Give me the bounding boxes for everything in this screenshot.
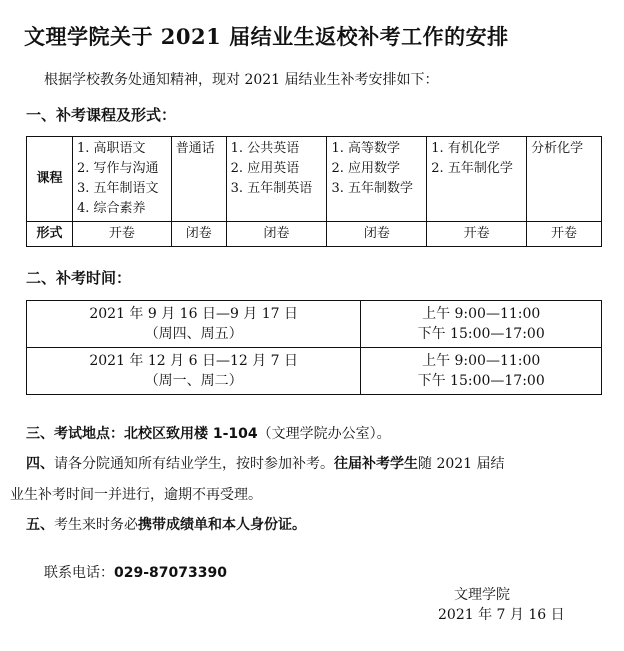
course-cell	[527, 137, 602, 222]
course-item: 2. 五年制化学	[431, 161, 513, 176]
weekday: （周一、周二）	[144, 373, 243, 389]
weekday: （周四、周五）	[144, 326, 243, 342]
notice-paragraph	[26, 449, 505, 479]
course-item: 3. 五年制数学	[331, 181, 414, 196]
course-item: 2. 应用数学	[331, 161, 401, 176]
intro-paragraph: 根据学校教务处通知精神，现对 2021 届结业生补考安排如下：	[44, 72, 439, 88]
course-item: 1. 高职语文	[76, 141, 146, 156]
exam-form-cell: 闭卷	[171, 222, 226, 247]
contact-label: 联系电话：	[44, 565, 114, 581]
signature-date: 2021 年 7 月 16 日	[438, 607, 565, 623]
document-title: 文理学院关于 2021 届结业生返校补考工作的安排	[24, 24, 509, 49]
afternoon-time: 下午 15:00—17:00	[417, 373, 545, 389]
exam-form-cell: 闭卷	[226, 222, 327, 247]
exam-form-cell: 闭卷	[327, 222, 427, 247]
date-cell	[27, 348, 361, 395]
courses-table	[26, 136, 602, 247]
id-reminder-paragraph	[26, 510, 306, 540]
reminder-bold: 携带成绩单和本人身份证。	[138, 517, 306, 533]
signature-org: 文理学院	[454, 587, 510, 603]
exam-form-cell: 开卷	[527, 222, 602, 247]
exam-location-note: （文理学院办公室）。	[257, 426, 391, 442]
contact-phone: 029-87073390	[114, 565, 227, 581]
reminder-text: 考生来时务必	[54, 517, 138, 533]
afternoon-time: 下午 15:00—17:00	[417, 326, 545, 342]
course-item: 4. 综合素养	[76, 201, 146, 216]
course-cell	[171, 137, 226, 222]
section-heading-courses: 一、补考课程及形式：	[26, 106, 177, 124]
course-cell	[72, 137, 171, 222]
course-item: 1. 有机化学	[431, 141, 500, 156]
course-cell	[327, 137, 427, 222]
course-item: 1. 高等数学	[331, 141, 401, 156]
contact-line	[44, 558, 227, 588]
section-heading-time: 二、补考时间：	[26, 269, 132, 287]
course-item: 1. 公共英语	[230, 141, 300, 156]
schedule-table	[26, 300, 602, 395]
notice-paragraph-line2: 业生补考时间一并进行，逾期不再受理。	[10, 487, 262, 503]
time-cell	[361, 348, 602, 395]
courses-row	[27, 137, 602, 222]
date-range: 2021 年 9 月 16 日—9 月 17 日	[89, 306, 299, 322]
exam-form-cell: 开卷	[427, 222, 527, 247]
date-range: 2021 年 12 月 6 日—12 月 7 日	[89, 353, 299, 369]
time-cell	[361, 301, 602, 348]
course-item: 2. 写作与沟通	[76, 161, 159, 176]
notice-number: 四、	[26, 456, 54, 472]
course-item: 3. 五年制语文	[76, 181, 159, 196]
course-item: 3. 五年制英语	[230, 181, 313, 196]
notice-text: 请各分院通知所有结业学生，按时参加补考。	[54, 456, 334, 472]
row-label-courses: 课程	[27, 137, 73, 222]
course-item: 分析化学	[531, 141, 584, 156]
course-item: 普通话	[175, 141, 215, 156]
course-cell	[427, 137, 527, 222]
row-label-form: 形式	[27, 222, 73, 247]
reminder-number: 五、	[26, 517, 54, 533]
morning-time: 上午 9:00—11:00	[422, 306, 541, 322]
notice-bold: 往届补考学生	[334, 456, 418, 472]
notice-text-continued: 随 2021 届结	[418, 456, 505, 472]
schedule-row	[27, 301, 602, 348]
form-row	[27, 222, 602, 247]
morning-time: 上午 9:00—11:00	[422, 353, 541, 369]
exam-location-paragraph	[26, 419, 391, 449]
schedule-row	[27, 348, 602, 395]
exam-location-bold: 三、考试地点：北校区致用楼 1-104	[26, 426, 258, 442]
date-cell	[27, 301, 361, 348]
course-cell	[226, 137, 327, 222]
course-item: 2. 应用英语	[230, 161, 300, 176]
exam-form-cell: 开卷	[72, 222, 171, 247]
